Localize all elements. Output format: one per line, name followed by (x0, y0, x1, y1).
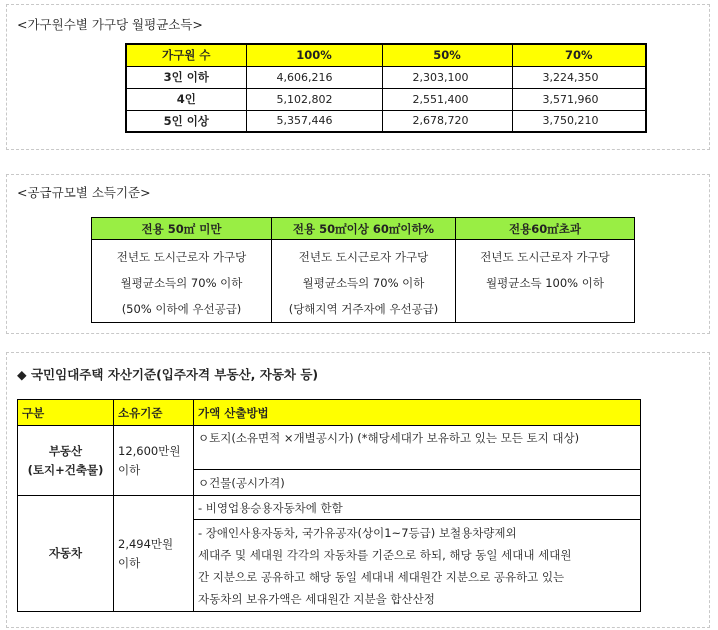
table-row (126, 66, 646, 88)
standard-car (114, 496, 194, 612)
method-line: - 장애인사용자동차, 국가유공자(상이1~7등급) 보철용차량제외 (198, 526, 517, 540)
cell-70: 3,224,350 (512, 66, 646, 88)
cell-50: 2,678,720 (382, 110, 512, 132)
cell-50: 2,303,100 (382, 66, 512, 88)
standard-amount: 12,600만원 (118, 443, 181, 458)
supply-income-table (91, 217, 635, 323)
criteria-line: 월평균소득의 70% 이하 (302, 276, 425, 290)
method-land: ㅇ토지(소유면적 ×개별공시가) (*해당세대가 보유하고 있는 모든 토지 대상) (194, 426, 641, 470)
criteria-cell (92, 240, 272, 323)
header-cell: 소유기준 (114, 400, 194, 426)
panel-supply-income (6, 174, 710, 334)
criteria-line: 전년도 도시근로자 가구당 (480, 250, 610, 264)
header-cell: 가액 산출방법 (194, 400, 641, 426)
method-car-detail (194, 520, 641, 612)
cell-50: 2,551,400 (382, 88, 512, 110)
standard-realestate (114, 426, 194, 496)
category-car: 자동차 (18, 496, 114, 612)
criteria-line: (당해지역 거주자에 우선공급) (288, 302, 439, 316)
category-realestate (18, 426, 114, 496)
method-building: ㅇ건물(공시가격) (194, 470, 641, 496)
header-cell: 가구원 수 (126, 44, 246, 66)
standard-suffix: 이하 (118, 555, 141, 570)
header-cell: 구분 (18, 400, 114, 426)
method-line: 자동차의 보유가액은 세대원간 지분을 합산산정 (198, 592, 435, 606)
table-row (92, 240, 635, 323)
row-label: 4인 (126, 88, 246, 110)
cell-100: 5,102,802 (246, 88, 382, 110)
asset-criteria-table (17, 399, 641, 612)
row-label: 3인 이하 (126, 66, 246, 88)
method-car-scope: - 비영업용승용자동차에 한함 (194, 496, 641, 520)
table-header-row (92, 218, 635, 240)
cell-70: 3,750,210 (512, 110, 646, 132)
row-label: 5인 이상 (126, 110, 246, 132)
cell-100: 5,357,446 (246, 110, 382, 132)
criteria-line: 전년도 도시근로자 가구당 (298, 250, 429, 264)
header-cell: 70% (512, 44, 646, 66)
table-row (18, 496, 641, 520)
header-cell: 전용60㎡초과 (456, 218, 635, 240)
header-cell: 100% (246, 44, 382, 66)
category-sublabel: (토지+건축물) (27, 462, 104, 477)
table-header-row (126, 44, 646, 66)
table-row (18, 426, 641, 470)
cell-100: 4,606,216 (246, 66, 382, 88)
standard-suffix: 이하 (118, 462, 141, 477)
criteria-cell (272, 240, 456, 323)
criteria-line: 월평균소득 100% 이하 (486, 276, 604, 290)
cell-70: 3,571,960 (512, 88, 646, 110)
table-row (126, 110, 646, 132)
table-header-row (18, 400, 641, 426)
criteria-line: 전년도 도시근로자 가구당 (116, 250, 247, 264)
section-title-supply-income: <공급규모별 소득기준> (17, 185, 151, 200)
table-row (126, 88, 646, 110)
criteria-line: 월평균소득의 70% 이하 (120, 276, 243, 290)
method-line: 세대주 및 세대원 각각의 자동차를 기준으로 하되, 해당 동일 세대내 세대원 (198, 548, 572, 562)
panel-asset-criteria (6, 352, 710, 628)
method-line: 간 지분으로 공유하고 해당 동일 세대내 세대원간 지분으로 공유하고 있는 (198, 570, 565, 584)
category-label: 부동산 (48, 443, 83, 458)
header-cell: 50% (382, 44, 512, 66)
section-title-asset-criteria: ◆ 국민임대주택 자산기준(입주자격 부동산, 자동차 등) (17, 367, 319, 382)
header-cell: 전용 50㎡ 미만 (92, 218, 272, 240)
panel-household-income (6, 4, 710, 150)
household-income-table (125, 43, 647, 133)
standard-amount: 2,494만원 (118, 536, 174, 551)
criteria-line: (50% 이하에 우선공급) (121, 302, 242, 316)
criteria-cell (456, 240, 635, 323)
header-cell: 전용 50㎡이상 60㎡이하% (272, 218, 456, 240)
section-title-household-income: <가구원수별 가구당 월평균소득> (17, 17, 203, 32)
